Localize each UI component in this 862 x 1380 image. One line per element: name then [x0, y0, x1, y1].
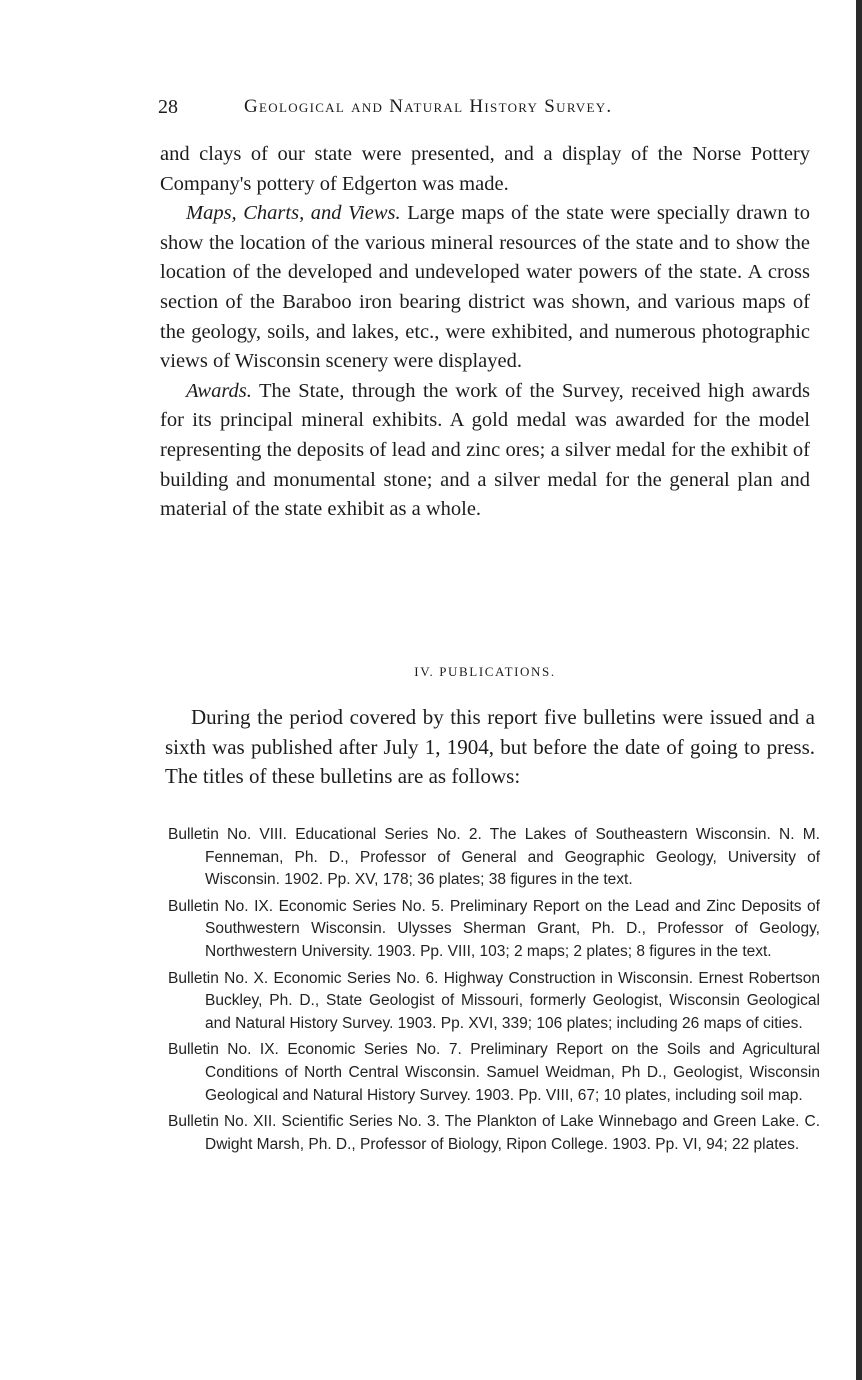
page-edge	[856, 0, 862, 1380]
running-head: Geological and Natural History Survey.	[244, 96, 613, 117]
publications-intro-text: During the period covered by this report five bulletins were issued and a sixth was published after July 1, 1904, but before the date of going to press. The titles of these bulletins are as follows:	[165, 705, 815, 788]
run-in-heading-maps: Maps, Charts, and Views.	[186, 202, 401, 225]
bulletin-list	[168, 824, 820, 1160]
bulletin-entry: Bulletin No. IX. Economic Series No. 7. Preliminary Report on the Soils and Agricultural Conditions of North Central Wisconsin. Samuel Weidman, Ph D., Geologist, Wisconsin Geological and Natural History Survey. 1903. Pp. VIII, 67; 10 plates, including soil map.	[168, 1041, 820, 1104]
bulletin-entry: Bulletin No. XII. Scientific Series No. 3. The Plankton of Lake Winnebago and Green Lake. C. Dwight Marsh, Ph. D., Professor of Biology, Ripon College. 1903. Pp. VI, 94; 22 plates.	[168, 1113, 820, 1153]
bulletin-entry: Bulletin No. X. Economic Series No. 6. Highway Construction in Wisconsin. Ernest Robertson Buckley, Ph. D., State Geologist of Missouri, formerly Geologist, Wisconsin Geological and Natural History Survey. 1903. Pp. XVI, 339; 106 plates; including 26 maps of cities.	[168, 969, 820, 1032]
section-heading-publications: IV. PUBLICATIONS.	[414, 664, 556, 679]
page-header	[158, 96, 818, 124]
paragraph-awards	[160, 377, 810, 525]
bulletin-entry: Bulletin No. VIII. Educational Series No. 2. The Lakes of Southeastern Wisconsin. N. M. Fenneman, Ph. D., Professor of General and Geographic Geology, University of Wisconsin. 1902. Pp. XV, 178; 36 plates; 38 figures in the text.	[168, 826, 820, 889]
run-in-heading-awards: Awards.	[186, 379, 252, 402]
paragraph-maps-text: Large maps of the state were specially drawn to show the location of the various mineral resources of the state and to show the location of the developed and undeveloped water powers of the state. A cross section of the Baraboo iron bearing district was shown, and various maps of the geology, soils, and lakes, etc., were exhibited, and numerous photographic views of Wisconsin scenery were displayed.	[160, 202, 810, 373]
page-number: 28	[158, 96, 178, 118]
paragraph-maps-charts-views	[160, 199, 810, 377]
bulletin-entry: Bulletin No. IX. Economic Series No. 5. Preliminary Report on the Lead and Zinc Deposits of Southwestern Wisconsin. Ulysses Sherman Grant, Ph. D., Professor of Geology, Northwestern University. 1903. Pp. VIII, 103; 2 maps; 2 plates; 8 figures in the text.	[168, 897, 820, 960]
publications-intro	[165, 703, 815, 792]
body-text	[160, 140, 810, 525]
paragraph-exhibit-continuation: and clays of our state were presented, and a display of the Norse Pottery Company's pottery of Edgerton was made.	[160, 143, 810, 195]
paragraph-awards-text: The State, through the work of the Survey, received high awards for its principal mineral exhibits. A gold medal was awarded for the model representing the deposits of lead and zinc ores; a silver medal for the exhibit of building and monumental stone; and a silver medal for the general plan and material of the state exhibit as a whole.	[160, 379, 810, 521]
